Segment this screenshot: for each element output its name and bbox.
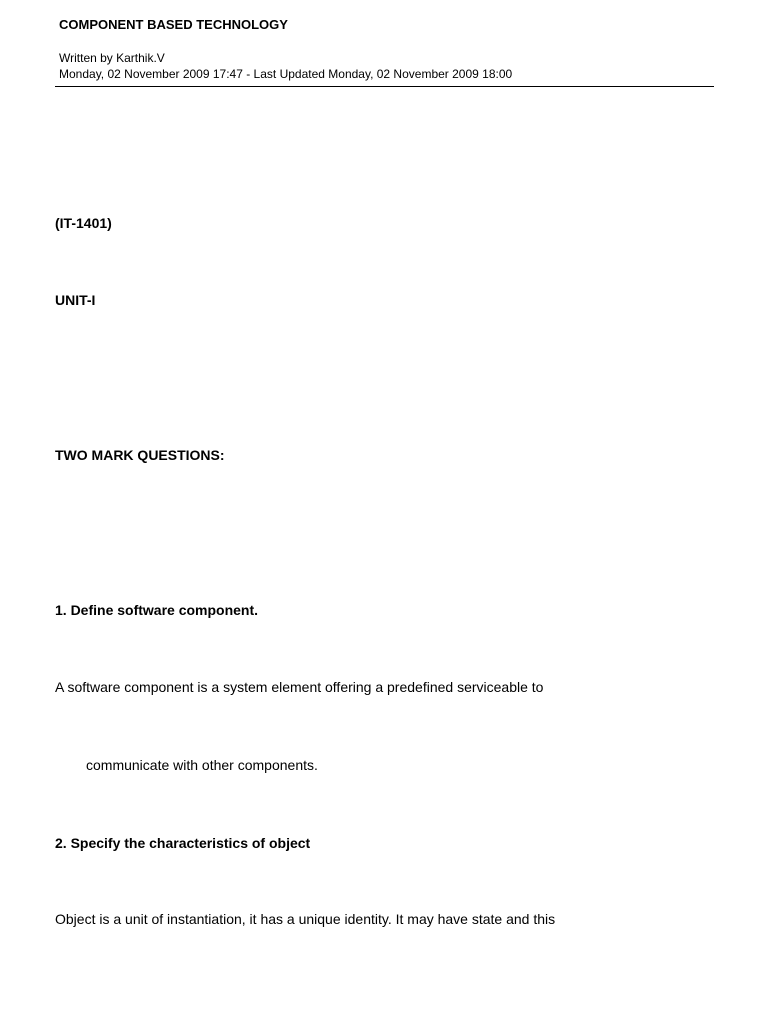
document-title: COMPONENT BASED TECHNOLOGY (59, 17, 288, 32)
author-line: Written by Karthik.V (59, 51, 165, 65)
date-line: Monday, 02 November 2009 17:47 - Last Updated Monday, 02 November 2009 18:00 (59, 67, 513, 81)
question-2-answer-line-1: Object is a unit of instantiation, it has a unique identity. It may have state and this (55, 911, 556, 927)
question-1-title: 1. Define software component. (55, 602, 259, 618)
header-divider (55, 86, 714, 87)
question-1-answer-line-2: communicate with other components. (86, 757, 318, 773)
question-2-title: 2. Specify the characteristics of object (55, 835, 311, 851)
section-heading: TWO MARK QUESTIONS: (55, 447, 225, 463)
question-1-answer-line-1: A software component is a system element offering a predefined serviceable to (55, 679, 544, 695)
course-code: (IT-1401) (55, 215, 112, 231)
unit-heading: UNIT-I (55, 292, 96, 308)
